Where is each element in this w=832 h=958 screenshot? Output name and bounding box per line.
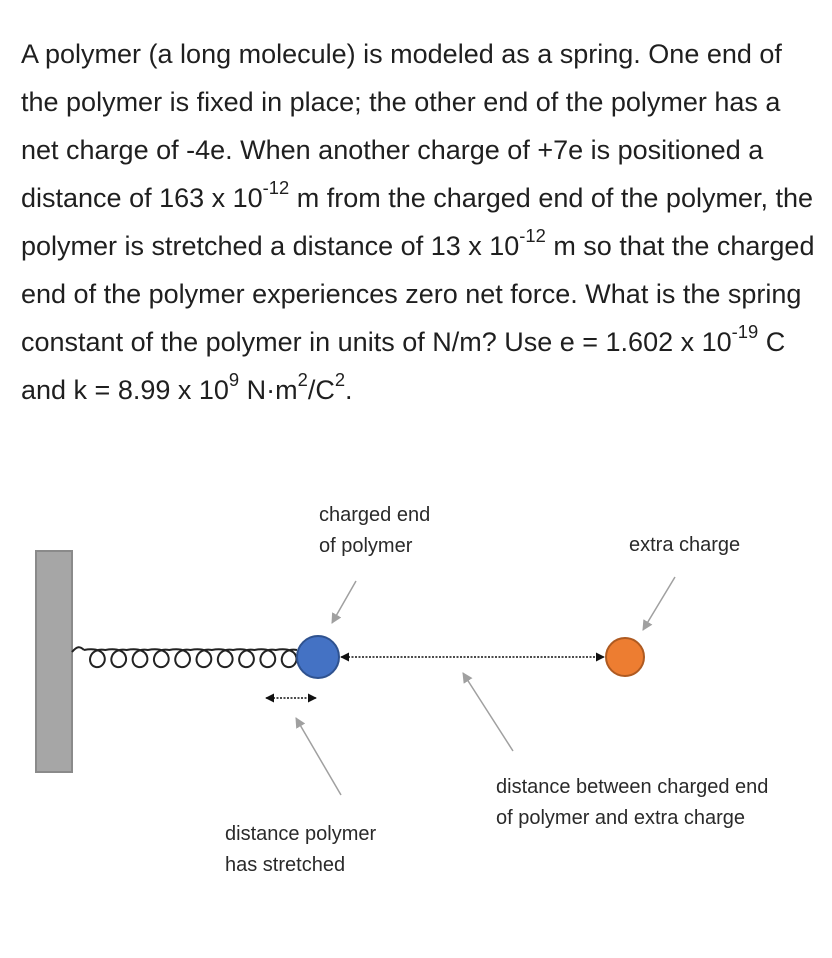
exponent-6: 2 — [334, 369, 346, 391]
label-charged-end: charged end of polymer — [319, 504, 431, 557]
extra-charge — [606, 638, 644, 676]
problem-text-6: /C — [307, 375, 335, 405]
pointer-charged-end — [332, 581, 356, 623]
problem-text-3: m so that the charged end of the polymer experiences zero net force. What is the spring constant of the polymer in units of N/m? Use e = 1.602 x 10 — [21, 231, 815, 357]
polymer-charged-end — [297, 636, 339, 678]
label-stretch-distance: distance polymer has stretched — [225, 823, 377, 876]
fixed-wall — [36, 551, 72, 772]
polymer-diagram — [0, 480, 832, 900]
pointer-extra-charge — [643, 577, 675, 630]
problem-text-7: . — [345, 375, 353, 405]
label-extra-charge: extra charge — [629, 534, 741, 556]
problem-text-2: m from the charged end of the polymer, the polymer is stretched a distance of 13 x 10 — [21, 183, 814, 261]
problem-text-1: A polymer (a long molecule) is modeled as a spring. One end of the polymer is fixed in place; the other end of the polymer has a net charge of -4e. When another charge of +7e is positioned a distance of 163 x 10 — [21, 39, 782, 213]
pointer-stretch — [296, 718, 341, 795]
problem-statement — [21, 30, 816, 414]
exponent-1: -12 — [262, 177, 290, 199]
label-charge-distance: distance between charged end of polymer and extra charge — [496, 776, 769, 829]
spring-coil — [72, 647, 297, 667]
exponent-2: -12 — [519, 225, 546, 247]
problem-text-4: C and k = 8.99 x 10 — [21, 327, 786, 405]
pointer-distance — [463, 673, 513, 751]
problem-text-5: N·m — [239, 375, 298, 405]
exponent-5: 2 — [297, 369, 308, 391]
exponent-3: -19 — [731, 321, 759, 343]
exponent-4: 9 — [228, 369, 240, 391]
